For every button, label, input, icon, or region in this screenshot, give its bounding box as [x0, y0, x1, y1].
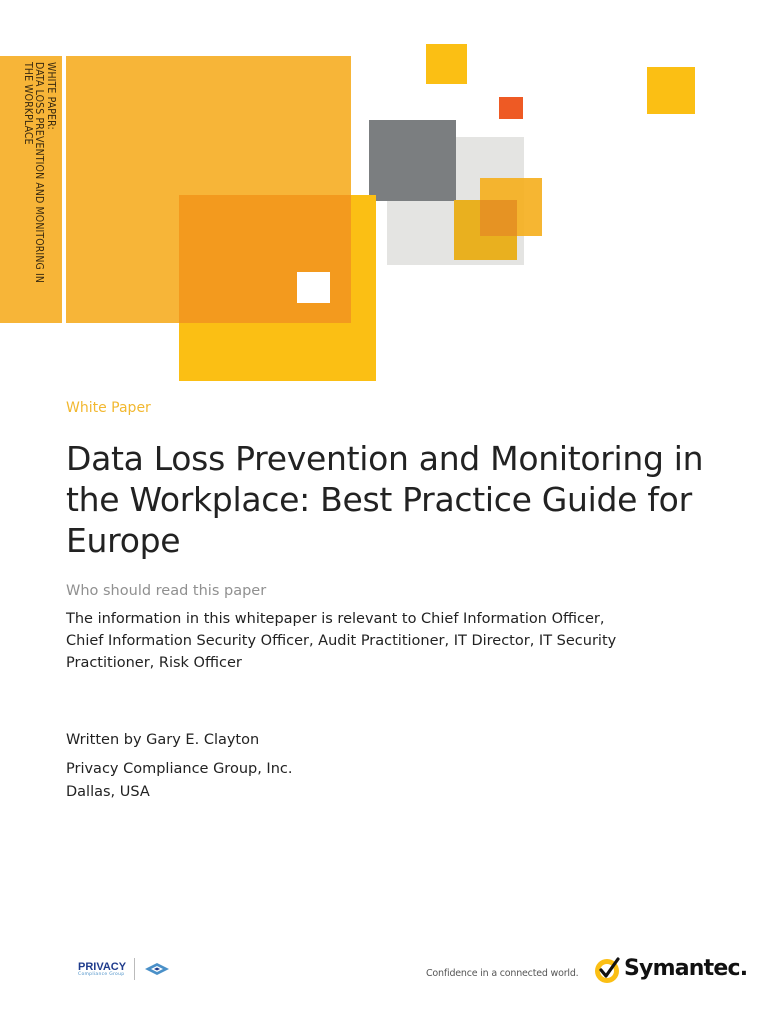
square-overlap-orange [179, 195, 351, 323]
partner-logo-text: PRIVACY [78, 960, 127, 973]
checkmark-logo-icon [592, 955, 622, 985]
author-byline: Written by Gary E. Clayton [66, 732, 260, 748]
organization-name: Privacy Compliance Group, Inc. [66, 761, 293, 777]
document-type-label: White Paper [66, 400, 151, 416]
partner-logo-wordmark [78, 962, 126, 977]
sidebar-line-2: DATA LOSS PREVENTION AND MONITORING IN [33, 62, 46, 284]
partner-logo-subtext: Compliance Group [78, 971, 125, 977]
company-tagline: Confidence in a connected world. [426, 968, 579, 979]
sidebar-line-3: THE WORKPLACE [22, 62, 34, 145]
sidebar-label [22, 62, 57, 362]
square-white-small [297, 272, 330, 303]
sidebar-line-1: WHITE PAPER: [45, 62, 57, 130]
audience-heading: Who should read this paper [66, 583, 267, 599]
square-dark-gray [369, 120, 456, 201]
author-affiliation [66, 758, 292, 804]
square-yellow-top [426, 44, 467, 84]
document-title: Data Loss Prevention and Monitoring in the Workplace: Best Practice Guide for Europe [66, 439, 704, 560]
diamond-logo-icon [143, 962, 171, 976]
square-red-small [499, 97, 523, 119]
audience-description: The information in this whitepaper is relevant to Chief Information Officer, Chief Information Security Officer, Audit Practitioner, IT Director, IT Security Practitioner, Risk Officer [66, 611, 617, 671]
partner-logo-divider [134, 958, 135, 980]
square-mid-overlap [480, 200, 517, 236]
organization-location: Dallas, USA [66, 784, 150, 800]
partner-logo [78, 958, 171, 980]
brand-logo: Symantec. [624, 956, 748, 981]
square-yellow-right [647, 67, 695, 114]
